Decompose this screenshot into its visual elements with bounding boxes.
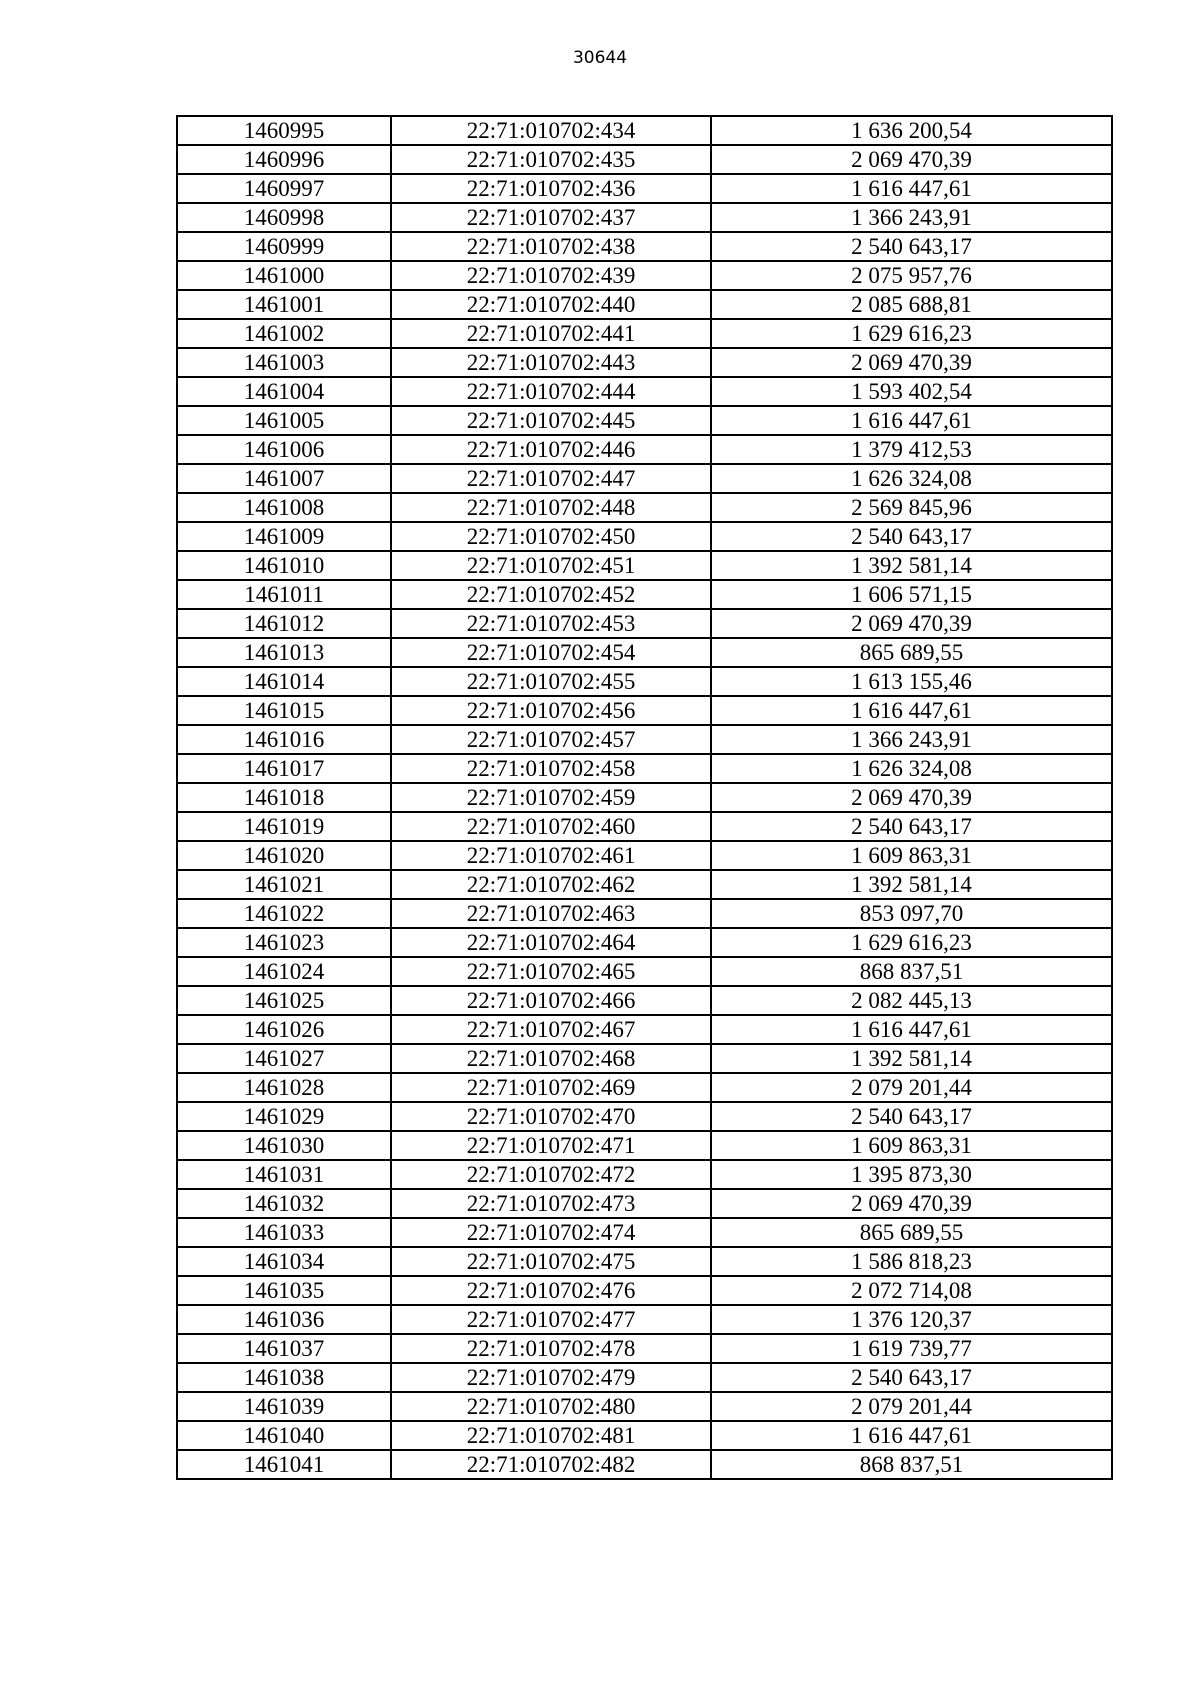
table-row — [177, 754, 1112, 783]
cadastral-value-cell: 1 606 571,15 — [711, 580, 1112, 609]
cadastral-value-cell: 1 366 243,91 — [711, 203, 1112, 232]
table-row — [177, 1131, 1112, 1160]
row-id-cell: 1461000 — [177, 261, 391, 290]
table-row — [177, 1247, 1112, 1276]
row-id-cell: 1461024 — [177, 957, 391, 986]
row-id-cell: 1461038 — [177, 1363, 391, 1392]
cadastral-number-cell: 22:71:010702:481 — [391, 1421, 711, 1450]
cadastral-number-cell: 22:71:010702:470 — [391, 1102, 711, 1131]
cadastral-value-cell: 1 395 873,30 — [711, 1160, 1112, 1189]
cadastral-number-cell: 22:71:010702:473 — [391, 1189, 711, 1218]
row-id-cell: 1461007 — [177, 464, 391, 493]
cadastral-value-cell: 1 636 200,54 — [711, 116, 1112, 145]
table-row — [177, 928, 1112, 957]
table-row — [177, 261, 1112, 290]
cadastral-number-cell: 22:71:010702:457 — [391, 725, 711, 754]
row-id-cell: 1461017 — [177, 754, 391, 783]
table-row — [177, 319, 1112, 348]
cadastral-number-cell: 22:71:010702:460 — [391, 812, 711, 841]
table-row — [177, 1276, 1112, 1305]
row-id-cell: 1461027 — [177, 1044, 391, 1073]
cadastral-number-cell: 22:71:010702:472 — [391, 1160, 711, 1189]
cadastral-number-cell: 22:71:010702:476 — [391, 1276, 711, 1305]
table-row — [177, 551, 1112, 580]
cadastral-value-cell: 2 540 643,17 — [711, 522, 1112, 551]
table-row — [177, 1102, 1112, 1131]
table-body — [177, 116, 1112, 1479]
cadastral-number-cell: 22:71:010702:453 — [391, 609, 711, 638]
cadastral-number-cell: 22:71:010702:443 — [391, 348, 711, 377]
row-id-cell: 1461009 — [177, 522, 391, 551]
cadastral-value-cell: 1 586 818,23 — [711, 1247, 1112, 1276]
row-id-cell: 1461016 — [177, 725, 391, 754]
cadastral-value-cell: 2 069 470,39 — [711, 348, 1112, 377]
table-row — [177, 1305, 1112, 1334]
table-row — [177, 1450, 1112, 1479]
cadastral-value-cell: 1 392 581,14 — [711, 551, 1112, 580]
cadastral-value-cell: 2 540 643,17 — [711, 232, 1112, 261]
cadastral-value-cell: 2 072 714,08 — [711, 1276, 1112, 1305]
cadastral-number-cell: 22:71:010702:452 — [391, 580, 711, 609]
table-row — [177, 1392, 1112, 1421]
cadastral-value-cell: 2 075 957,76 — [711, 261, 1112, 290]
table-row — [177, 1421, 1112, 1450]
row-id-cell: 1460997 — [177, 174, 391, 203]
table-row — [177, 232, 1112, 261]
table-row — [177, 1073, 1112, 1102]
row-id-cell: 1461035 — [177, 1276, 391, 1305]
cadastral-value-cell: 2 079 201,44 — [711, 1392, 1112, 1421]
row-id-cell: 1460995 — [177, 116, 391, 145]
row-id-cell: 1461030 — [177, 1131, 391, 1160]
cadastral-number-cell: 22:71:010702:458 — [391, 754, 711, 783]
cadastral-value-cell: 1 616 447,61 — [711, 696, 1112, 725]
cadastral-number-cell: 22:71:010702:480 — [391, 1392, 711, 1421]
cadastral-number-cell: 22:71:010702:465 — [391, 957, 711, 986]
table-row — [177, 1189, 1112, 1218]
row-id-cell: 1461033 — [177, 1218, 391, 1247]
cadastral-value-cell: 865 689,55 — [711, 1218, 1112, 1247]
cadastral-number-cell: 22:71:010702:439 — [391, 261, 711, 290]
table-row — [177, 609, 1112, 638]
row-id-cell: 1461002 — [177, 319, 391, 348]
cadastral-value-cell: 2 079 201,44 — [711, 1073, 1112, 1102]
cadastral-value-cell: 1 616 447,61 — [711, 1015, 1112, 1044]
table-row — [177, 377, 1112, 406]
table-row — [177, 1363, 1112, 1392]
row-id-cell: 1461014 — [177, 667, 391, 696]
table-row — [177, 203, 1112, 232]
cadastral-value-cell: 1 616 447,61 — [711, 406, 1112, 435]
table-row — [177, 406, 1112, 435]
cadastral-number-cell: 22:71:010702:440 — [391, 290, 711, 319]
cadastral-number-cell: 22:71:010702:438 — [391, 232, 711, 261]
row-id-cell: 1461011 — [177, 580, 391, 609]
cadastral-number-cell: 22:71:010702:454 — [391, 638, 711, 667]
row-id-cell: 1461015 — [177, 696, 391, 725]
cadastral-number-cell: 22:71:010702:475 — [391, 1247, 711, 1276]
row-id-cell: 1461029 — [177, 1102, 391, 1131]
row-id-cell: 1461013 — [177, 638, 391, 667]
table-row — [177, 986, 1112, 1015]
cadastral-number-cell: 22:71:010702:451 — [391, 551, 711, 580]
row-id-cell: 1461003 — [177, 348, 391, 377]
row-id-cell: 1461010 — [177, 551, 391, 580]
row-id-cell: 1461021 — [177, 870, 391, 899]
cadastral-value-cell: 1 376 120,37 — [711, 1305, 1112, 1334]
cadastral-number-cell: 22:71:010702:437 — [391, 203, 711, 232]
table-row — [177, 1160, 1112, 1189]
cadastral-number-cell: 22:71:010702:459 — [391, 783, 711, 812]
cadastral-number-cell: 22:71:010702:471 — [391, 1131, 711, 1160]
cadastral-number-cell: 22:71:010702:462 — [391, 870, 711, 899]
cadastral-value-cell: 853 097,70 — [711, 899, 1112, 928]
cadastral-value-cell: 2 085 688,81 — [711, 290, 1112, 319]
cadastral-number-cell: 22:71:010702:450 — [391, 522, 711, 551]
row-id-cell: 1460999 — [177, 232, 391, 261]
cadastral-value-cell: 2 540 643,17 — [711, 812, 1112, 841]
row-id-cell: 1461023 — [177, 928, 391, 957]
cadastral-value-cell: 865 689,55 — [711, 638, 1112, 667]
cadastral-number-cell: 22:71:010702:478 — [391, 1334, 711, 1363]
table-row — [177, 1044, 1112, 1073]
table-row — [177, 696, 1112, 725]
row-id-cell: 1461028 — [177, 1073, 391, 1102]
cadastral-number-cell: 22:71:010702:474 — [391, 1218, 711, 1247]
cadastral-value-cell: 2 069 470,39 — [711, 145, 1112, 174]
row-id-cell: 1461036 — [177, 1305, 391, 1334]
table-row — [177, 783, 1112, 812]
row-id-cell: 1461031 — [177, 1160, 391, 1189]
table-row — [177, 812, 1112, 841]
cadastral-number-cell: 22:71:010702:455 — [391, 667, 711, 696]
table-row — [177, 145, 1112, 174]
table-row — [177, 522, 1112, 551]
cadastral-value-cell: 1 392 581,14 — [711, 870, 1112, 899]
cadastral-value-cell: 1 629 616,23 — [711, 928, 1112, 957]
table-row — [177, 957, 1112, 986]
cadastral-number-cell: 22:71:010702:468 — [391, 1044, 711, 1073]
row-id-cell: 1461022 — [177, 899, 391, 928]
row-id-cell: 1460996 — [177, 145, 391, 174]
page-number: 30644 — [572, 48, 628, 68]
cadastral-value-cell: 1 616 447,61 — [711, 174, 1112, 203]
cadastral-value-cell: 2 082 445,13 — [711, 986, 1112, 1015]
row-id-cell: 1461018 — [177, 783, 391, 812]
cadastral-number-cell: 22:71:010702:444 — [391, 377, 711, 406]
cadastral-number-cell: 22:71:010702:479 — [391, 1363, 711, 1392]
table-row — [177, 348, 1112, 377]
cadastral-number-cell: 22:71:010702:445 — [391, 406, 711, 435]
cadastral-value-cell: 1 379 412,53 — [711, 435, 1112, 464]
row-id-cell: 1461039 — [177, 1392, 391, 1421]
cadastral-value-cell: 1 629 616,23 — [711, 319, 1112, 348]
table-row — [177, 667, 1112, 696]
table-row — [177, 580, 1112, 609]
cadastral-value-cell: 1 626 324,08 — [711, 464, 1112, 493]
table-row — [177, 493, 1112, 522]
cadastral-number-cell: 22:71:010702:466 — [391, 986, 711, 1015]
table-row — [177, 870, 1112, 899]
table-row — [177, 1334, 1112, 1363]
cadastral-value-cell: 2 069 470,39 — [711, 783, 1112, 812]
table-row — [177, 290, 1112, 319]
cadastral-number-cell: 22:71:010702:469 — [391, 1073, 711, 1102]
row-id-cell: 1460998 — [177, 203, 391, 232]
row-id-cell: 1461005 — [177, 406, 391, 435]
cadastral-value-cell: 1 609 863,31 — [711, 841, 1112, 870]
row-id-cell: 1461019 — [177, 812, 391, 841]
table-row — [177, 116, 1112, 145]
cadastral-number-cell: 22:71:010702:467 — [391, 1015, 711, 1044]
cadastral-value-cell: 1 616 447,61 — [711, 1421, 1112, 1450]
row-id-cell: 1461001 — [177, 290, 391, 319]
row-id-cell: 1461026 — [177, 1015, 391, 1044]
cadastral-value-cell: 2 540 643,17 — [711, 1363, 1112, 1392]
table-row — [177, 1015, 1112, 1044]
row-id-cell: 1461041 — [177, 1450, 391, 1479]
cadastral-value-cell: 1 626 324,08 — [711, 754, 1112, 783]
cadastral-number-cell: 22:71:010702:482 — [391, 1450, 711, 1479]
cadastral-number-cell: 22:71:010702:448 — [391, 493, 711, 522]
cadastral-value-cell: 1 613 155,46 — [711, 667, 1112, 696]
cadastral-number-cell: 22:71:010702:441 — [391, 319, 711, 348]
row-id-cell: 1461004 — [177, 377, 391, 406]
table-row — [177, 174, 1112, 203]
cadastral-number-cell: 22:71:010702:461 — [391, 841, 711, 870]
cadastral-number-cell: 22:71:010702:477 — [391, 1305, 711, 1334]
cadastral-value-cell: 1 609 863,31 — [711, 1131, 1112, 1160]
table-row — [177, 725, 1112, 754]
row-id-cell: 1461020 — [177, 841, 391, 870]
cadastral-value-cell: 2 069 470,39 — [711, 1189, 1112, 1218]
row-id-cell: 1461037 — [177, 1334, 391, 1363]
cadastral-value-cell: 1 366 243,91 — [711, 725, 1112, 754]
row-id-cell: 1461012 — [177, 609, 391, 638]
cadastral-value-cell: 1 593 402,54 — [711, 377, 1112, 406]
cadastral-value-cell: 2 069 470,39 — [711, 609, 1112, 638]
cadastral-value-table — [176, 115, 1113, 1480]
table-row — [177, 464, 1112, 493]
table-row — [177, 1218, 1112, 1247]
cadastral-number-cell: 22:71:010702:435 — [391, 145, 711, 174]
row-id-cell: 1461032 — [177, 1189, 391, 1218]
cadastral-value-cell: 1 392 581,14 — [711, 1044, 1112, 1073]
cadastral-number-cell: 22:71:010702:446 — [391, 435, 711, 464]
cadastral-number-cell: 22:71:010702:463 — [391, 899, 711, 928]
table-row — [177, 435, 1112, 464]
row-id-cell: 1461025 — [177, 986, 391, 1015]
cadastral-number-cell: 22:71:010702:436 — [391, 174, 711, 203]
cadastral-number-cell: 22:71:010702:464 — [391, 928, 711, 957]
row-id-cell: 1461006 — [177, 435, 391, 464]
cadastral-value-cell: 868 837,51 — [711, 1450, 1112, 1479]
table-row — [177, 638, 1112, 667]
cadastral-number-cell: 22:71:010702:447 — [391, 464, 711, 493]
table-row — [177, 841, 1112, 870]
row-id-cell: 1461034 — [177, 1247, 391, 1276]
cadastral-number-cell: 22:71:010702:434 — [391, 116, 711, 145]
cadastral-value-cell: 1 619 739,77 — [711, 1334, 1112, 1363]
cadastral-number-cell: 22:71:010702:456 — [391, 696, 711, 725]
cadastral-value-cell: 2 569 845,96 — [711, 493, 1112, 522]
cadastral-value-cell: 868 837,51 — [711, 957, 1112, 986]
cadastral-value-cell: 2 540 643,17 — [711, 1102, 1112, 1131]
table-row — [177, 899, 1112, 928]
row-id-cell: 1461008 — [177, 493, 391, 522]
row-id-cell: 1461040 — [177, 1421, 391, 1450]
